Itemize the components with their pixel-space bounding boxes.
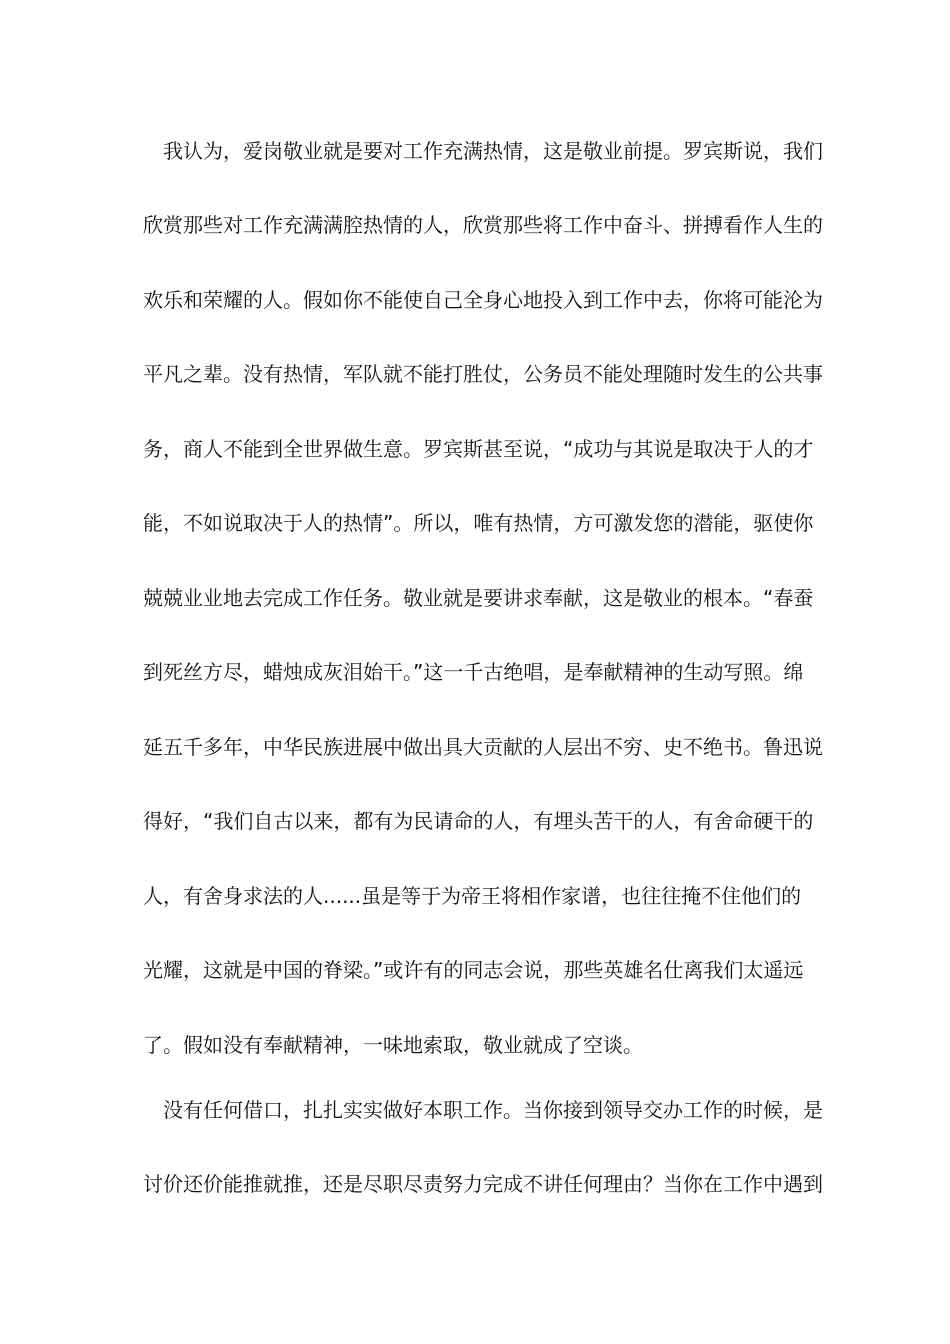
paragraph-1-line-10: 得好，“我们自古以来，都有为民请命的人，有埋头苦干的人，有舍命硬干的: [143, 809, 814, 833]
paragraph-1-line-7: 兢兢业业地去完成工作任务。敬业就是要讲求奉献，这是敬业的根本。“春蚕: [143, 586, 814, 610]
paragraph-1-line-3: 欢乐和荣耀的人。假如你不能使自己全身心地投入到工作中去，你将可能沦为: [143, 288, 823, 312]
paragraph-1-line-9: 延五千多年，中华民族进展中做出具大贡献的人层出不穷、史不绝书。鲁迅说: [143, 735, 823, 759]
paragraph-1-line-11: 人，有舍身求法的人......虽是等于为帝王将相作家谱，也往往掩不住他们的: [143, 884, 802, 908]
paragraph-2-line-2: 讨价还价能推就推，还是尽职尽责努力完成不讲任何理由？当你在工作中遇到: [143, 1172, 823, 1196]
paragraph-1-line-12: 光耀，这就是中国的脊梁。”或许有的同志会说，那些英雄名仕离我们太遥远: [143, 958, 804, 982]
paragraph-1-line-2: 欣赏那些对工作充满满腔热情的人，欣赏那些将工作中奋斗、拼搏看作人生的: [143, 213, 823, 237]
paragraph-1-line-13: 了。假如没有奉献精神，一味地索取，敬业就成了空谈。: [143, 1033, 643, 1057]
paragraph-1-line-5: 务，商人不能到全世界做生意。罗宾斯甚至说，“成功与其说是取决于人的才: [143, 437, 814, 461]
paragraph-1-line-1: 我认为，爱岗敬业就是要对工作充满热情，这是敬业前提。罗宾斯说，我们: [163, 139, 823, 163]
paragraph-1-line-4: 平凡之辈。没有热情，军队就不能打胜仗，公务员不能处理随时发生的公共事: [143, 362, 823, 386]
paragraph-1-line-8: 到死丝方尽，蜡烛成灰泪始干。”这一千古绝唱，是奉献精神的生动写照。绵: [143, 660, 804, 684]
paragraph-1-line-6: 能，不如说取决于人的热情”。所以，唯有热情，方可激发您的潜能，驱使你: [143, 511, 814, 535]
paragraph-2-line-1: 没有任何借口，扎扎实实做好本职工作。当你接到领导交办工作的时候，是: [163, 1098, 823, 1122]
